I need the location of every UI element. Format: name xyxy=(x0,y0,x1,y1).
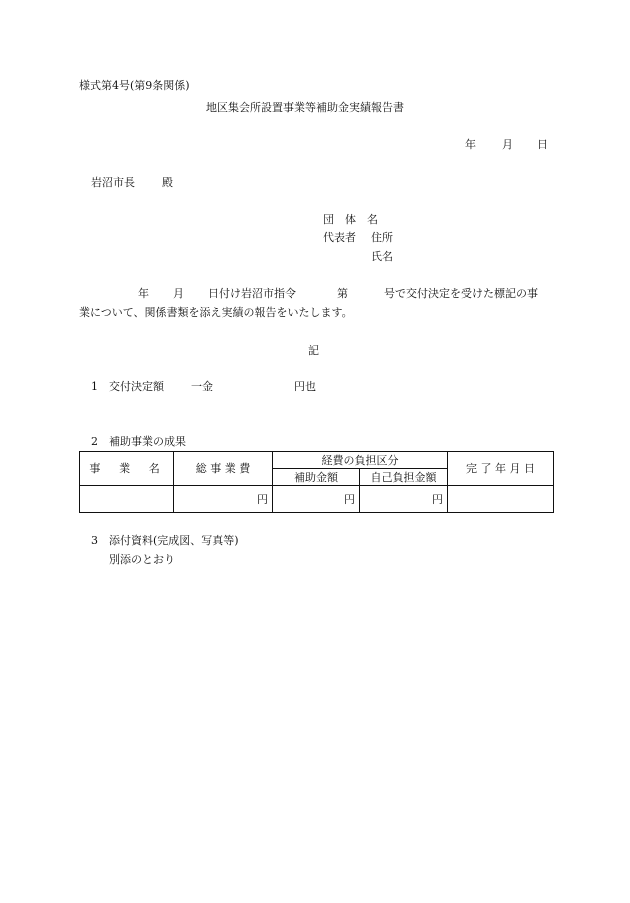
section2-label: 補助事業の成果 xyxy=(109,435,186,448)
name-label: 氏名 xyxy=(371,250,393,263)
section1-label: 交付決定額 xyxy=(109,380,164,393)
body-line2: 業について、関係書類を添え実績の報告をいたします。 xyxy=(79,306,353,319)
header-completion-date: 完 了 年 月 日 xyxy=(448,452,554,486)
form-number: 様式第4号(第9条関係) xyxy=(79,79,190,92)
section1-number: 1 xyxy=(91,380,98,393)
addressee-honorific: 殿 xyxy=(162,176,173,189)
header-project-name: 事 業 名 xyxy=(80,452,174,486)
group-name-label: 団 体 名 xyxy=(323,213,378,226)
cell-self-burden[interactable]: 円 xyxy=(360,486,448,513)
address-label: 住所 xyxy=(371,231,393,244)
body-line1-rest: 号で交付決定を受けた標記の事 xyxy=(384,287,538,300)
section2-number: 2 xyxy=(91,435,98,448)
addressee-name: 岩沼市長 xyxy=(91,176,135,189)
header-subsidy: 補助金額 xyxy=(273,469,360,486)
section1-amount-suffix: 円也 xyxy=(294,380,316,393)
header-total-cost: 総 事 業 費 xyxy=(174,452,273,486)
ki-heading: 記 xyxy=(308,344,319,357)
cell-project-name[interactable] xyxy=(80,486,174,513)
section3-number: 3 xyxy=(91,534,98,547)
date-day-label: 日 xyxy=(537,138,548,151)
body-month: 月 xyxy=(173,287,184,300)
body-date-prefix: 日付け岩沼市指令 xyxy=(208,287,296,300)
date-year-label: 年 xyxy=(465,138,476,151)
header-burden-group: 経費の負担区分 xyxy=(273,452,448,469)
table-header-row xyxy=(80,452,554,469)
cell-completion-date[interactable] xyxy=(448,486,554,513)
date-month-label: 月 xyxy=(502,138,513,151)
body-year: 年 xyxy=(138,287,149,300)
cell-total-cost[interactable]: 円 xyxy=(174,486,273,513)
section3-note: 別添のとおり xyxy=(109,553,175,566)
cell-subsidy[interactable]: 円 xyxy=(273,486,360,513)
document-title: 地区集会所設置事業等補助金実績報告書 xyxy=(206,101,404,114)
table-row xyxy=(80,486,554,513)
body-number-prefix: 第 xyxy=(337,287,348,300)
section3-label: 添付資料(完成図、写真等) xyxy=(109,534,239,547)
results-table xyxy=(79,451,554,513)
representative-label: 代表者 xyxy=(323,231,356,244)
section1-amount-prefix: 一金 xyxy=(191,380,213,393)
header-self-burden: 自己負担金額 xyxy=(360,469,448,486)
